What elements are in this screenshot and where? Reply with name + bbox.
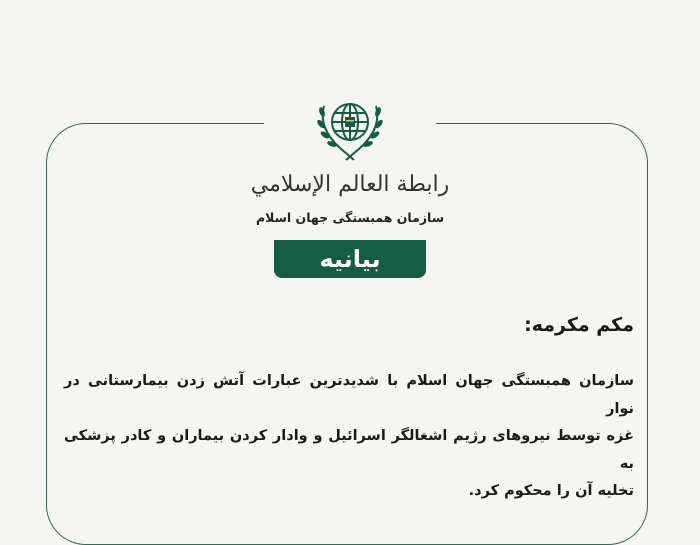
organization-name-arabic: رابطة العالم الإسلامي [250, 172, 450, 197]
organization-logo-icon [310, 86, 390, 166]
document-type-badge: بیانیه [274, 240, 426, 278]
body-line: تخلیه آن را محکوم کرد. [468, 483, 634, 499]
statement-body [64, 368, 634, 506]
organization-name-persian: سازمان همبستگی جهان اسلام [255, 210, 445, 225]
salutation: مکم مکرمه: [524, 314, 634, 336]
body-line: سازمان همبستگی جهان اسلام با شدیدترین عبارات آتش زدن بیمارستانی در نوار [64, 373, 634, 417]
body-line: غزه توسط نیروهای رژیم اشغالگر اسرائیل و وادار کردن بیماران و کادر پزشکی به [64, 428, 634, 472]
